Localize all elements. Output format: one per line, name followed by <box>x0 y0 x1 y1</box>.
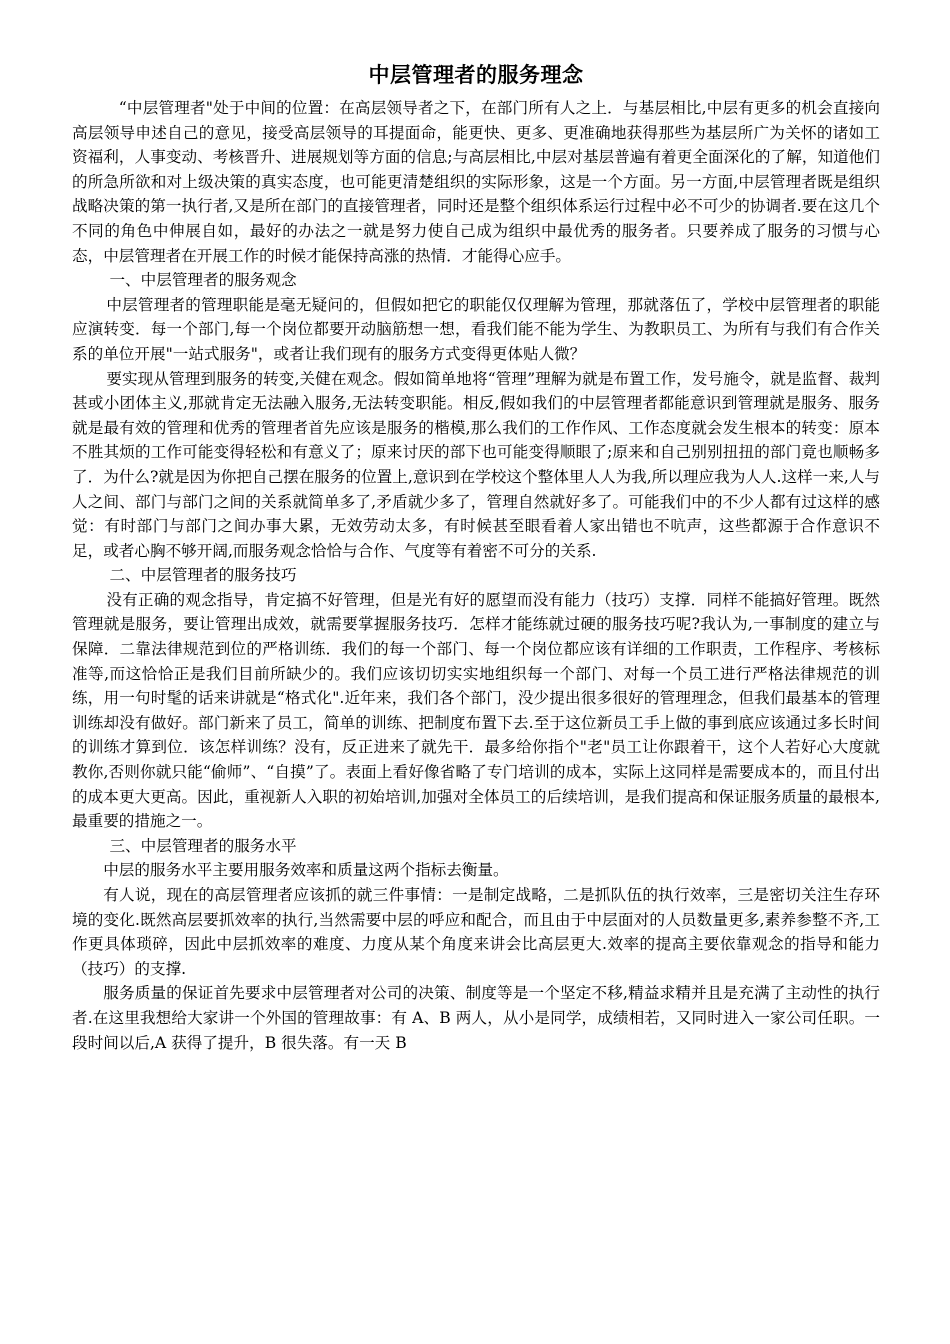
section3-paragraph-3: 服务质量的保证首先要求中层管理者对公司的决策、制度等是一个坚定不移,精益求精并且是充满了主动性的执行者.在这里我想给大家讲一个外国的管理故事：有 A、B 两人，从小是同学，成绩相若，又同时进入一家公司任职。一段时间以后,A 获得了提升，B 很失落。有一天 B <box>72 984 880 1052</box>
section3-paragraph-1: 中层的服务水平主要用服务效率和质量这两个指标去衡量。 <box>103 861 509 880</box>
section1-paragraph-2: 要实现从管理到服务的转变,关健在观念。假如简单地将“管理”理解为就是布置工作，发号施令，就是监督、裁判甚或小团体主义,那就肯定无法融入服务,无法转变职能。相反,假如我们的中层管理者都能意识到管理就是服务、服务就是最有效的管理和优秀的管理者首先应该是服务的楷模,那么我们的工作作风、工作态度就会发生根本的转变：原本不胜其烦的工作可能变得轻松和有意义了；原来讨厌的部下也可能变得顺眼了;原来和自己别别扭扭的部门竟也顺畅多了．为什么?就是因为你把自己摆在服务的位置上,意识到在学校这个整体里人人为我,所以理应我为人人.这样一来,人与人之间、部门与部门之间的关系就简单多了,矛盾就少多了，管理自然就好多了。可能我们中的不少人都有过这样的感觉：有时部门与部门之间办事大累，无效劳动太多，有时候甚至眼看着人家出错也不吭声，这些都源于合作意识不足，或者心胸不够开阔,而服务观念恰恰与合作、气度等有着密不可分的关系. <box>72 369 880 560</box>
section3-heading: 三、中层管理者的服务水平 <box>109 836 297 855</box>
document-page <box>72 58 880 1055</box>
section1-heading: 一、中层管理者的服务观念 <box>109 271 297 290</box>
document-title: 中层管理者的服务理念 <box>368 63 584 87</box>
section3-paragraph-2: 有人说，现在的高层管理者应该抓的就三件事情：一是制定战略，二是抓队伍的执行效率，三是密切关注生存环境的变化.既然高层要抓效率的执行,当然需要中层的呼应和配合，而且由于中层面对的人员数量更多,素养参整不齐,工作更具体琐碎，因此中层抓效率的难度、力度从某个角度来讲会比高层更大.效率的提高主要依靠观念的指导和能力（技巧）的支撑. <box>72 886 880 978</box>
intro-paragraph: “中层管理者"处于中间的位置：在高层领导者之下，在部门所有人之上．与基层相比,中层有更多的机会直接向高层领导申述自己的意见，接受高层领导的耳提面命，能更快、更多、更准确地获得那些为基层所广为关怀的诸如工资福利，人事变动、考核晋升、进展规划等方面的信息;与高层相比,中层对基层普遍有着更全面深化的了解，知道他们的所急所欲和对上级决策的真实态度，也可能更清楚组织的实际形象，这是一个方面。另一方面,中层管理者既是组织战略决策的第一执行者,又是所在部门的直接管理者，同时还是整个组织体系运行过程中必不可少的协调者.要在这几个不同的角色中伸展自如，最好的办法之一就是努力使自己成为组织中最优秀的服务者。只要养成了服务的习惯与心态，中层管理者在开展工作的时候才能保持高涨的热情．才能得心应手。 <box>72 99 880 265</box>
section2-heading: 二、中层管理者的服务技巧 <box>109 566 297 585</box>
section1-paragraph-1: 中层管理者的管理职能是毫无疑问的，但假如把它的职能仅仅理解为管理，那就落伍了，学校中层管理者的职能应演转变．每一个部门,每一个岗位都要开动脑筋想一想，看我们能不能为学生、为教职员工、为所有与我们有合作关系的单位开展"一站式服务"，或者让我们现有的服务方式变得更体贴人微？ <box>72 295 880 363</box>
section2-paragraph-1: 没有正确的观念指导，肯定搞不好管理，但是光有好的愿望而没有能力（技巧）支撑．同样不能搞好管理。既然管理就是服务，要让管理出成效，就需要掌握服务技巧．怎样才能练就过硬的服务技巧呢?我认为,一事制度的建立与保障．二靠法律规范到位的严格训练．我们的每一个部门、每一个岗位都应该有详细的工作职责，工作程序、考核标准等,而这恰恰正是我们目前所缺少的。我们应该切切实实地组织每一个部门、对每一个员工进行严格法律规范的训练，用一句时髦的话来讲就是“格式化".近年来，我们各个部门，没少提出很多很好的管理理念，但我们最基本的管理训练却没有做好。部门新来了员工，简单的训练、把制度布置下去.至于这位新员工手上做的事到底应该通过多长时间的训练才算到位．该怎样训练？没有，反正进来了就先干．最多给你指个"老"员工让你跟着干，这个人若好心大度就教你,否则你就只能“偷师”、“自摸”了。表面上看好像省略了专门培训的成本，实际上这同样是需要成本的，而且付出的成本更大更高。因此，重视新人入职的初始培训,加强对全体员工的后续培训，是我们提高和保证服务质量的最根本,最重要的措施之一。 <box>72 590 880 831</box>
